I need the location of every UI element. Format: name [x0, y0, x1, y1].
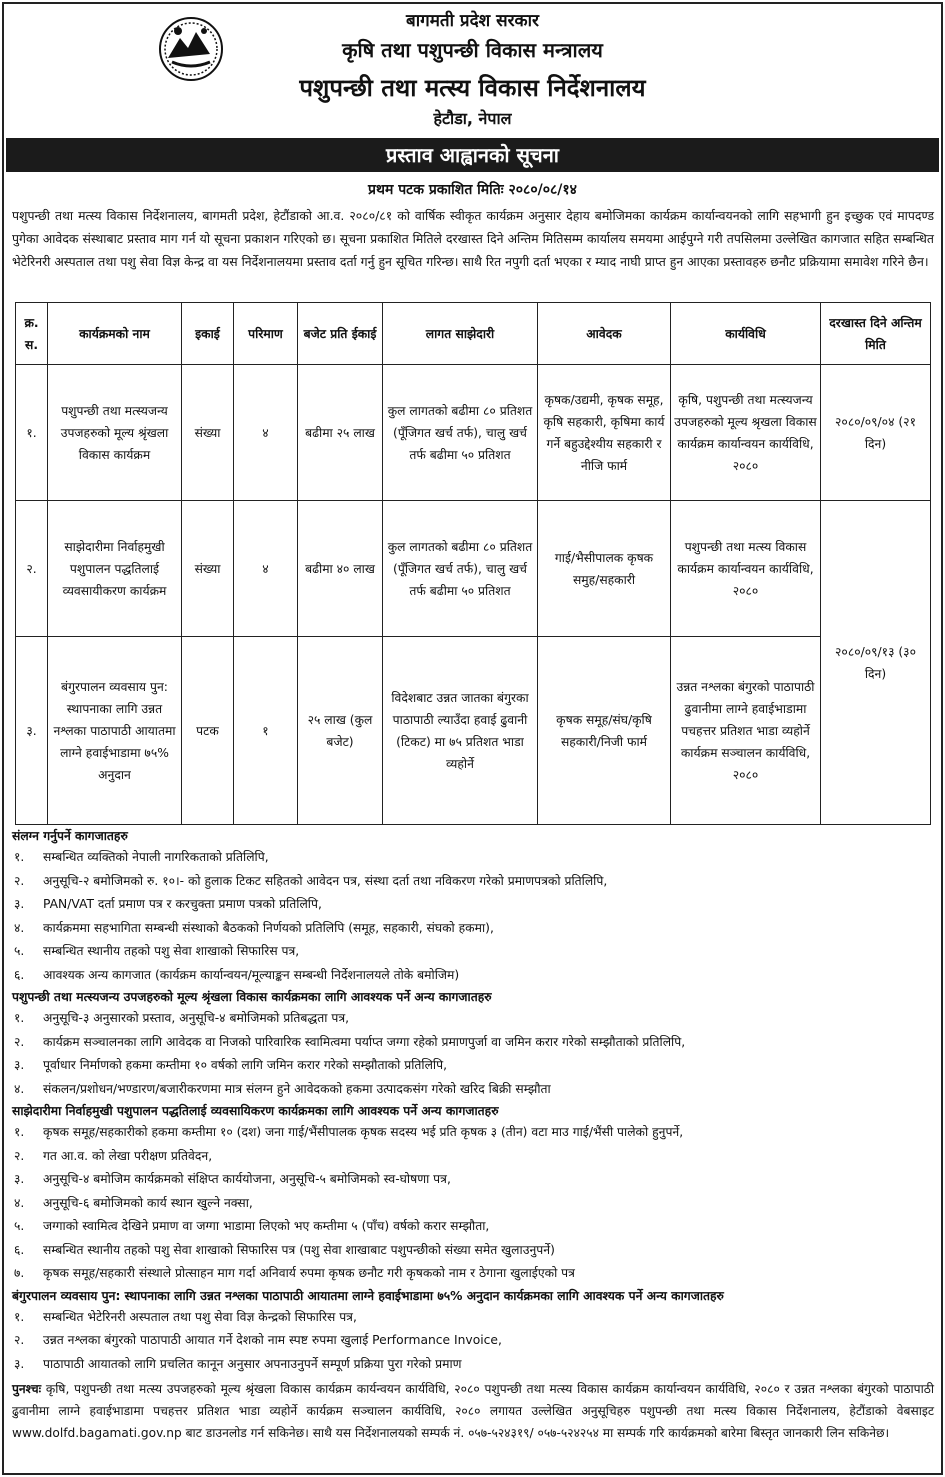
item-number: ३. [14, 1172, 25, 1186]
publication-date: प्रथम पटक प्रकाशित मितिः २०८०/०८/१४ [368, 182, 577, 198]
col-cost-share: लागत साझेदारी [383, 303, 538, 365]
item-number: २. [14, 1148, 25, 1163]
cell-procedure: उन्नत नश्लका बंगुरको पाठापाठी ढुवानीमा लाग्ने हवाईभाडामा पचहत्तर प्रतिशत भाडा व्यहोर्ने कार्यक्रम सञ्चालन कार्यविधि, २०८० [671, 637, 821, 825]
list-item [12, 1007, 934, 1031]
postscript-note [12, 1378, 934, 1444]
item-text: अनुसूचि-२ बमोजिमको रु. १०।- को हुलाक टिकट सहितको आवेदन पत्र, संस्था दर्ता तथा नविकरण गरेको प्रमाणपत्रको प्रतिलिपि, [43, 873, 608, 888]
item-number: १. [14, 1309, 25, 1324]
col-deadline: दरखास्त दिने अन्तिम मिति [821, 303, 931, 365]
list-item [12, 1078, 934, 1102]
cell-procedure: पशुपन्छी तथा मत्स्य विकास कार्यक्रम कार्यान्वयन कार्यविधि, २०८० [671, 501, 821, 637]
section-title: साझेदारीमा निर्वाहमुखी पशुपालन पद्धतिलाई व्यवसायिकरण कार्यक्रमका लागि आवश्यक पर्ने अन्य कागजातहरु [12, 1104, 499, 1118]
cell-serial: १. [16, 365, 48, 501]
item-text: कार्यक्रम सञ्चालनका लागि आवेदक वा निजको पारिवारिक स्वामित्वमा पर्याप्त जग्गा रहेको प्रमाणपुर्जा वा जमिन करार गरेको सम्झौताको प्रतिलिपि, [43, 1034, 686, 1049]
col-budget: बजेट प्रति ईकाई [298, 303, 383, 365]
list-item [12, 893, 934, 917]
list-item [12, 917, 934, 941]
item-text: पाठापाठी आयातको लागि प्रचलित कानून अनुसार अपनाउनुपर्ने सम्पूर्ण प्रक्रिया पुरा गरेको प्रमाण [43, 1356, 462, 1371]
cell-deadline-merged: २०८०/०९/१३ (३० दिन) [821, 501, 931, 825]
office-location: हेटौडा, नेपाल [433, 109, 512, 128]
item-number: ४. [14, 1195, 25, 1210]
cell-quantity: १ [234, 637, 298, 825]
item-text: कार्यक्रममा सहभागिता सम्बन्धी संस्थाको बैठकको निर्णयको प्रतिलिपि (समूह, सहकारी, संघको हकमा), [43, 920, 494, 935]
list-item [12, 1121, 934, 1145]
postscript-text: कृषि, पशुपन्छी तथा मत्स्य उपजहरुको मूल्य श्रृंखला विकास कार्यक्रम कार्यन्वयन कार्यविधि, २०८० पशुपन्छी तथा मत्स्य विकास कार्यक्रम कार्यान्वयन कार्यविधि, २०८० र उन्नत नश्लका बंगुरको पाठापाठी ढुवानीमा लाग्ने हवाईभाडामा पचहत्तर प्रतिशत भाडा व्यहोर्ने कार्यक्रम सञ्चालन कार्यविधि, २०८० लगायत उल्लेखित अनुसूचिहरु पशुपन्छी तथा मत्स्य विकास निर्देशनालय, हेटौंडाको वेबसाइट www.dolfd.bagamati.gov.np बाट डाउनलोड गर्न सकिनेछ। साथै यस निर्देशनालयको सम्पर्क नं. ०५७-५२४३१९/ ०५७-५२४२५४ मा सम्पर्क गरि कार्यक्रमको बारेमा बिस्तृत जानकारी लिन सकिनेछ। [12, 1382, 934, 1440]
list-item [12, 846, 934, 870]
table-row [16, 501, 931, 637]
list-item [12, 940, 934, 964]
col-applicant: आवेदक [538, 303, 671, 365]
item-text: कृषक समूह/सहकारीको हकमा कम्तीमा १० (दश) जना गाई/भैंसीपालक कृषक सदस्य भई प्रति कृषक ३ (तीन) वटा माउ गाई/भैंसी पालेको हुनुपर्ने, [43, 1125, 684, 1139]
item-number: ३. [14, 1058, 25, 1072]
notice-title: प्रस्ताव आह्वानको सूचना [6, 138, 939, 172]
item-text: अनुसूचि-४ बमोजिम कार्यक्रमको संक्षिप्त कार्ययोजना, अनुसूचि-५ बमोजिमको स्व-घोषणा पत्र, [43, 1172, 451, 1186]
list-item [12, 964, 934, 988]
cell-budget: बढीमा २५ लाख [298, 365, 383, 501]
intro-paragraph: पशुपन्छी तथा मत्स्य विकास निर्देशनालय, बागमती प्रदेश, हेटौंडाको आ.व. २०८०/८१ को वार्षिक स्वीकृत कार्यक्रम अनुसार देहाय बमोजिमका कार्यक्रम कार्यान्वयनको लागि सहभागी हुन इच्छुक एवं मापदण्ड पुगेका आवेदक संस्थाबाट प्रस्ताव माग गर्न यो सूचना प्रकाशन गरिएको छ। सूचना प्रकाशित मितिले दरखास्त दिने अन्तिम मितिसम्म कार्यालय समयमा आईपुग्ने गरी तपसिलमा उल्लेखित कागजात सहित सम्बन्धित भेटेरिनरी अस्पताल तथा पशु सेवा विज्ञ केन्द्र वा यस निर्देशनालयमा प्रस्ताव दर्ता गर्नु हुन सूचित गरिन्छ। साथै रित नपुगी दर्ता भएका र म्याद नाघी प्राप्त हुन आएका प्रस्तावहरु छनौट प्रक्रियामा समावेश गरिने छैन। [12, 208, 934, 269]
item-text: अनुसूचि-३ अनुसारको प्रस्ताव, अनुसूचि-४ बमोजिमको प्रतिबद्धता पत्र, [43, 1011, 350, 1025]
item-number: २. [14, 1333, 25, 1347]
list-item [12, 870, 934, 894]
item-text: PAN/VAT दर्ता प्रमाण पत्र र करचुक्ता प्रमाण पत्रको प्रतिलिपि, [43, 897, 322, 911]
item-number: ४. [14, 920, 25, 935]
cell-serial: ३. [16, 637, 48, 825]
item-text: पूर्वाधार निर्माणको हकमा कम्तीमा १० वर्षको लागि जमिन करार गरेको सम्झौताको प्रतिलिपि, [43, 1058, 447, 1072]
list-item [12, 1353, 934, 1377]
postscript-label: पुनश्चः [12, 1382, 42, 1396]
cell-procedure: कृषि, पशुपन्छी तथा मत्स्यजन्य उपजहरुको मूल्य श्रृखला विकास कार्यक्रम कार्यान्वयन कार्यविधि, २०८० [671, 365, 821, 501]
col-procedure: कार्यविधि [671, 303, 821, 365]
cell-deadline: २०८०/०९/०४ (२१ दिन) [821, 365, 931, 501]
program-table [15, 302, 931, 825]
list-item [12, 1031, 934, 1055]
table-row [16, 365, 931, 501]
col-unit: इकाई [182, 303, 234, 365]
item-number: ५. [14, 944, 25, 958]
ministry-name: कृषि तथा पशुपन्छी विकास मन्त्रालय [342, 38, 603, 62]
directorate-name: पशुपन्छी तथा मत्स्य विकास निर्देशनालय [299, 74, 646, 102]
item-text: सम्बन्धित व्यक्तिको नेपाली नागरिकताको प्रतिलिपि, [43, 850, 269, 864]
cell-applicant: गाई/भैसीपालक कृषक समुह/सहकारी [538, 501, 671, 637]
item-text: गत आ.व. को लेखा परीक्षण प्रतिवेदन, [43, 1148, 213, 1163]
cell-serial: २. [16, 501, 48, 637]
list-item [12, 1329, 934, 1353]
item-text: उन्नत नश्लका बंगुरको पाठापाठी आयात गर्ने देशको नाम स्पष्ट रुपमा खुलाई Performance Invoice, [43, 1333, 502, 1347]
item-text: आवश्यक अन्य कागजात (कार्यक्रम कार्यान्वयन/मूल्याङ्कन सम्बन्धी निर्देशनालयले तोके बमोजिम) [43, 967, 460, 982]
letterhead [0, 0, 945, 138]
item-text: अनुसूचि-६ बमोजिमको कार्य स्थान खुल्ने नक्सा, [43, 1195, 253, 1210]
cell-applicant: कृषक/उद्यमी, कृषक समूह, कृषि सहकारी, कृषिमा कार्य गर्ने बहुउद्देश्यीय सहकारी र नीजि फार्म [538, 365, 671, 501]
item-text: सम्बन्धित स्थानीय तहको पशु सेवा शाखाको सिफारिस पत्र (पशु सेवा शाखाबाट पशुपन्छीको संख्या समेत खुलाउनुपर्ने) [43, 1242, 555, 1257]
item-number: ३. [14, 1356, 25, 1371]
cell-program-name: बंगुरपालन व्यवसाय पुन: स्थापनाका लागि उन्नत नश्लका पाठापाठी आयातमा लाग्ने हवाईभाडामा ७५% अनुदान [48, 637, 182, 825]
item-number: १. [14, 1125, 25, 1139]
item-number: १. [14, 850, 25, 864]
cell-quantity: ४ [234, 365, 298, 501]
cell-cost-share: कुल लागतको बढीमा ८० प्रतिशत (पूँजिगत खर्च तर्फ), चालु खर्च तर्फ बढीमा ५० प्रतिशत [383, 365, 538, 501]
cell-cost-share: विदेशबाट उन्नत जातका बंगुरका पाठापाठी ल्याउँदा हवाई ढुवानी (टिकट) मा ७५ प्रतिशत भाडा व्यहोर्ने [383, 637, 538, 825]
item-text: सम्बन्धित भेटेरिनरी अस्पताल तथा पशु सेवा विज्ञ केन्द्रको सिफारिस पत्र, [43, 1309, 357, 1324]
cell-budget: २५ लाख (कुल बजेट) [298, 637, 383, 825]
item-text: सम्बन्धित स्थानीय तहको पशु सेवा शाखाको सिफारिस पत्र, [43, 944, 300, 958]
item-number: ५. [14, 1219, 25, 1233]
item-number: १. [14, 1011, 25, 1025]
item-text: संकलन/प्रशोधन/भण्डारण/बजारीकरणमा मात्र संलग्न हुने आवेदकको हकमा उत्पादकसंग गरेको खरिद बिक्री सम्झौता [43, 1081, 551, 1096]
item-number: ६. [14, 1242, 25, 1257]
province-government: बागमती प्रदेश सरकार [406, 11, 539, 31]
item-number: ३. [14, 897, 25, 911]
item-number: ४. [14, 1081, 25, 1096]
list-item [12, 1306, 934, 1330]
list-item [12, 1054, 934, 1078]
section-title: पशुपन्छी तथा मत्स्यजन्य उपजहरुको मूल्य श्रृंखला विकास कार्यक्रमका लागि आवश्यक पर्ने अन्य कागजातहरु [12, 990, 492, 1004]
cell-cost-share: कुल लागतको बढीमा ८० प्रतिशत (पूँजिगत खर्च तर्फ), चालु खर्च तर्फ बढीमा ५० प्रतिशत [383, 501, 538, 637]
table-row [16, 637, 931, 825]
cell-applicant: कृषक समूह/संघ/कृषि सहकारी/निजी फार्म [538, 637, 671, 825]
cell-budget: बढीमा ४० लाख [298, 501, 383, 637]
cell-unit: पटक [182, 637, 234, 825]
list-item [12, 1262, 934, 1286]
item-text: कृषक समूह/सहकारी संस्थाले प्रोत्साहन माग गर्दा अनिवार्य रुपमा कृषक छनौट गरी कृषकको नाम र ठेगाना खुलाईएको पत्र [43, 1266, 575, 1280]
item-number: ६. [14, 967, 25, 982]
col-quantity: परिमाण [234, 303, 298, 365]
cell-program-name: साझेदारीमा निर्वाहमुखी पशुपालन पद्धतिलाई व्यवसायीकरण कार्यक्रम [48, 501, 182, 637]
cell-program-name: पशुपन्छी तथा मत्स्यजन्य उपजहरुको मूल्य श्रृंखला विकास कार्यक्रम [48, 365, 182, 501]
col-serial: क्र. स. [16, 303, 48, 365]
item-number: २. [14, 1034, 25, 1049]
list-item [12, 1168, 934, 1192]
item-number: २. [14, 873, 25, 888]
section-title: संलग्न गर्नुपर्ने कागजातहरु [12, 829, 128, 843]
cell-quantity: ४ [234, 501, 298, 637]
section-title: बंगुरपालन व्यवसाय पुन: स्थापनाका लागि उन्नत नश्लका पाठापाठी आयातमा लाग्ने हवाईभाडामा ७५% अनुदान कार्यक्रमका लागि आवश्यक पर्ने अन्य कागजातहरु [12, 1288, 724, 1303]
cell-unit: संख्या [182, 501, 234, 637]
list-item [12, 1215, 934, 1239]
document-requirements [12, 826, 934, 1444]
list-item [12, 1239, 934, 1263]
table-header-row [16, 303, 931, 365]
cell-unit: संख्या [182, 365, 234, 501]
list-item [12, 1145, 934, 1169]
col-program-name: कार्यक्रमको नाम [48, 303, 182, 365]
list-item [12, 1192, 934, 1216]
item-text: जग्गाको स्वामित्व देखिने प्रमाण वा जग्गा भाडामा लिएको भए कम्तीमा ५ (पाँच) वर्षको करार सम्झौता, [43, 1219, 490, 1233]
item-number: ७. [14, 1266, 25, 1280]
